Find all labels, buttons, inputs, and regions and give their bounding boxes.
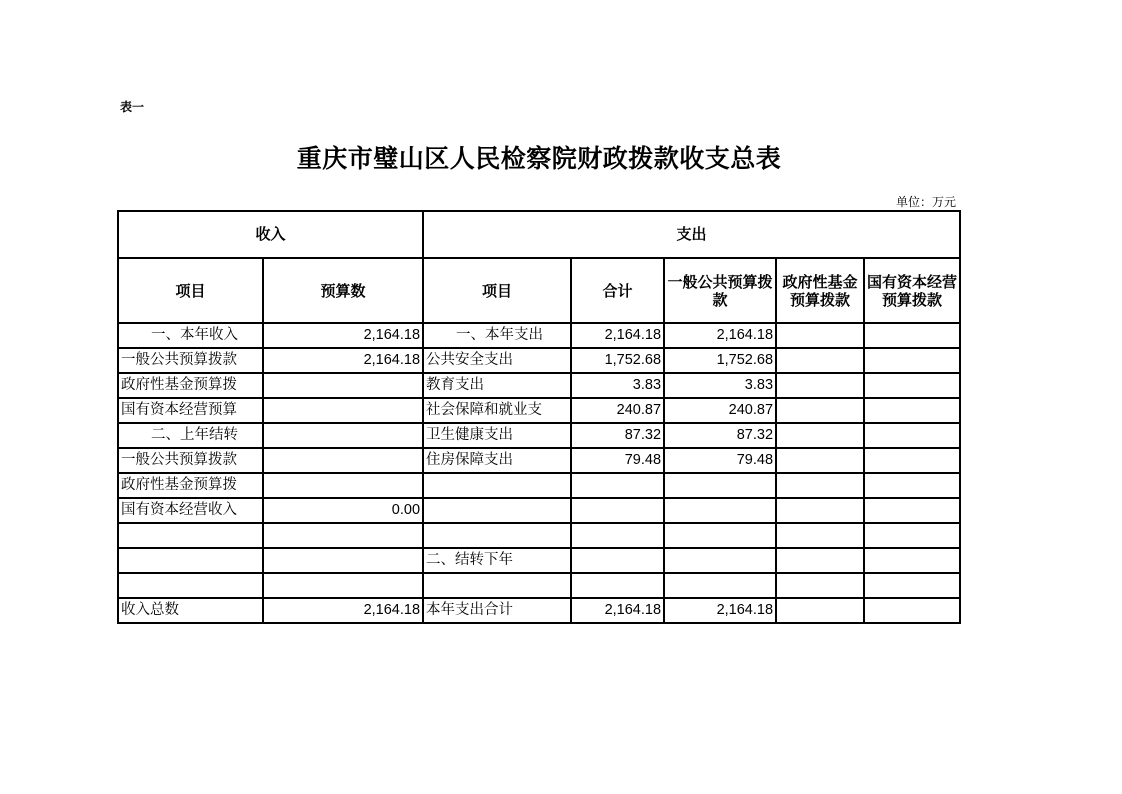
- total-cell: 79.48: [571, 448, 664, 473]
- income-item-cell: [118, 548, 263, 573]
- state-capital-cell: [864, 423, 960, 448]
- general-public-cell: 87.32: [664, 423, 776, 448]
- income-budget-cell: [263, 373, 423, 398]
- gov-fund-cell: [776, 398, 864, 423]
- income-budget-cell: [263, 573, 423, 598]
- table-row: [118, 448, 960, 473]
- expense-item-cell: [423, 573, 571, 598]
- total-cell: 2,164.18: [571, 598, 664, 623]
- state-capital-cell: [864, 523, 960, 548]
- total-cell: 240.87: [571, 398, 664, 423]
- income-budget-cell: 2,164.18: [263, 348, 423, 373]
- total-cell: 2,164.18: [571, 323, 664, 348]
- gov-fund-cell: [776, 548, 864, 573]
- general-public-cell: 2,164.18: [664, 598, 776, 623]
- gov-fund-cell: [776, 448, 864, 473]
- expense-item-cell: 教育支出: [423, 373, 571, 398]
- income-budget-cell: [263, 423, 423, 448]
- state-capital-cell: [864, 398, 960, 423]
- expense-item-cell: 二、结转下年: [423, 548, 571, 573]
- total-cell: 1,752.68: [571, 348, 664, 373]
- table-row: [118, 398, 960, 423]
- state-capital-cell: [864, 598, 960, 623]
- gov-fund-cell: [776, 348, 864, 373]
- expense-item-cell: 社会保障和就业支: [423, 398, 571, 423]
- table-row: [118, 323, 960, 348]
- income-budget-header: 预算数: [263, 258, 423, 323]
- expense-item-header: 项目: [423, 258, 571, 323]
- income-item-cell: [118, 523, 263, 548]
- general-public-cell: [664, 573, 776, 598]
- general-public-cell: 240.87: [664, 398, 776, 423]
- total-cell: 87.32: [571, 423, 664, 448]
- income-item-cell: 二、上年结转: [118, 423, 263, 448]
- state-capital-cell: [864, 548, 960, 573]
- state-capital-cell: [864, 323, 960, 348]
- total-cell: [571, 498, 664, 523]
- income-budget-cell: [263, 523, 423, 548]
- income-budget-cell: 2,164.18: [263, 598, 423, 623]
- total-header: 合计: [571, 258, 664, 323]
- expense-item-cell: 本年支出合计: [423, 598, 571, 623]
- income-budget-cell: [263, 448, 423, 473]
- table-row: [118, 473, 960, 498]
- gov-fund-cell: [776, 423, 864, 448]
- state-capital-cell: [864, 573, 960, 598]
- table-row: [118, 373, 960, 398]
- general-public-cell: 1,752.68: [664, 348, 776, 373]
- table-row: [118, 423, 960, 448]
- gov-fund-cell: [776, 323, 864, 348]
- income-item-cell: 收入总数: [118, 598, 263, 623]
- general-public-cell: [664, 523, 776, 548]
- expense-item-cell: 公共安全支出: [423, 348, 571, 373]
- general-public-cell: 79.48: [664, 448, 776, 473]
- expense-group-header: 支出: [423, 211, 960, 258]
- general-public-cell: [664, 498, 776, 523]
- group-header-row: [118, 211, 960, 258]
- total-cell: [571, 573, 664, 598]
- table-row: [118, 498, 960, 523]
- gov-fund-cell: [776, 373, 864, 398]
- income-item-cell: 国有资本经营收入: [118, 498, 263, 523]
- state-capital-cell: [864, 448, 960, 473]
- expense-item-cell: [423, 523, 571, 548]
- income-item-cell: 政府性基金预算拨: [118, 373, 263, 398]
- gov-fund-cell: [776, 523, 864, 548]
- income-budget-cell: 2,164.18: [263, 323, 423, 348]
- unit-label: 单位：万元: [895, 195, 956, 209]
- total-cell: [571, 548, 664, 573]
- income-item-cell: 政府性基金预算拨: [118, 473, 263, 498]
- total-cell: [571, 523, 664, 548]
- income-budget-cell: [263, 473, 423, 498]
- column-header-row: [118, 258, 960, 323]
- table-row: [118, 573, 960, 598]
- general-public-cell: [664, 548, 776, 573]
- general-public-header: 一般公共预算拨款: [664, 258, 776, 323]
- income-item-cell: 一、本年收入: [118, 323, 263, 348]
- income-budget-cell: 0.00: [263, 498, 423, 523]
- state-capital-cell: [864, 473, 960, 498]
- state-capital-cell: [864, 373, 960, 398]
- table-row: [118, 348, 960, 373]
- total-cell: 3.83: [571, 373, 664, 398]
- expense-item-cell: 住房保障支出: [423, 448, 571, 473]
- page-title: 重庆市璧山区人民检察院财政拨款收支总表: [296, 144, 782, 173]
- state-capital-cell: [864, 498, 960, 523]
- table-row: [118, 598, 960, 623]
- income-budget-cell: [263, 398, 423, 423]
- expense-item-cell: [423, 473, 571, 498]
- expense-item-cell: 卫生健康支出: [423, 423, 571, 448]
- gov-fund-cell: [776, 473, 864, 498]
- total-cell: [571, 473, 664, 498]
- expense-item-cell: [423, 498, 571, 523]
- income-item-cell: [118, 573, 263, 598]
- income-item-cell: 一般公共预算拨款: [118, 348, 263, 373]
- income-item-header: 项目: [118, 258, 263, 323]
- budget-summary-table: [117, 210, 961, 624]
- state-capital-cell: [864, 348, 960, 373]
- table-row: [118, 523, 960, 548]
- income-item-cell: 国有资本经营预算: [118, 398, 263, 423]
- income-group-header: 收入: [118, 211, 423, 258]
- general-public-cell: 2,164.18: [664, 323, 776, 348]
- gov-fund-header: 政府性基金预算拨款: [776, 258, 864, 323]
- gov-fund-cell: [776, 598, 864, 623]
- gov-fund-cell: [776, 573, 864, 598]
- income-item-cell: 一般公共预算拨款: [118, 448, 263, 473]
- state-capital-header: 国有资本经营预算拨款: [864, 258, 960, 323]
- expense-item-cell: 一、本年支出: [423, 323, 571, 348]
- gov-fund-cell: [776, 498, 864, 523]
- income-budget-cell: [263, 548, 423, 573]
- table-row: [118, 548, 960, 573]
- general-public-cell: [664, 473, 776, 498]
- table-tag: 表一: [120, 100, 145, 114]
- general-public-cell: 3.83: [664, 373, 776, 398]
